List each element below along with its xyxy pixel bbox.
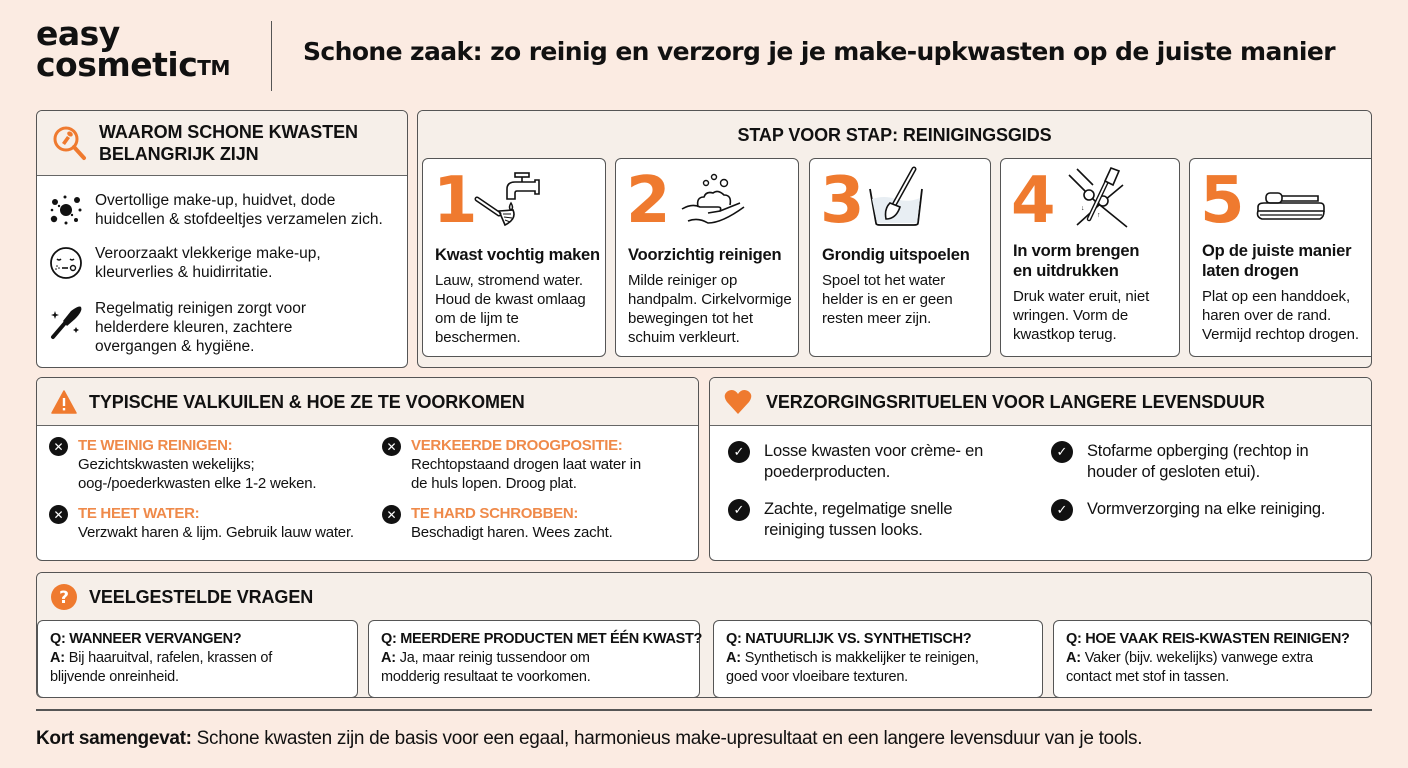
pitfall-desc: Gezichtskwasten wekelijks; (78, 456, 255, 473)
faq-panel (36, 572, 1372, 698)
step-desc-line: Druk water eruit, niet (1013, 288, 1150, 305)
irritated-face-icon (49, 246, 83, 280)
cleaning-guide-panel (417, 110, 1372, 368)
magnifier-brush-icon (51, 125, 87, 161)
pitfall-item (49, 504, 354, 542)
step-number: 4 (1011, 164, 1056, 238)
step-desc-line: Spoel tot het water (822, 272, 946, 289)
pitfall-desc: de huls lopen. Droog plat. (411, 475, 577, 492)
step-desc-line: Milde reiniger op (628, 272, 738, 289)
summary-text: Schone kwasten zijn de basis voor een egaal, harmonieus make-upresultaat en een langere levensduur van je tools. (191, 728, 1143, 749)
step-card-1 (422, 158, 606, 357)
step-description (435, 271, 586, 347)
step-desc-line: Lauw, stromend water. (435, 272, 583, 289)
step-card-4 (1000, 158, 1180, 357)
steps-panel-header (418, 111, 1371, 158)
faq-card (368, 620, 703, 698)
ritual-item (1051, 441, 1308, 483)
brand-line-2: cosmetic (36, 45, 198, 84)
ritual-desc: reiniging tussen looks. (764, 521, 923, 539)
pitfalls-panel (36, 377, 699, 561)
faucet-brush-icon (473, 169, 545, 233)
why-clean-brushes-panel (36, 110, 408, 368)
faq-answer (50, 649, 357, 668)
why-item-line: overgangen & hygiëne. (95, 338, 255, 355)
step-desc-line: Houd de kwast omlaag (435, 291, 586, 308)
step-title-line: In vorm brengen (1013, 242, 1140, 260)
pitfall-desc: Verzwakt haren & lijm. Gebruik lauw water. (78, 524, 354, 541)
sparkle-brush-icon (49, 301, 83, 335)
pitfalls-title: TYPISCHE VALKUILEN & HOE ZE TE VOORKOMEN (89, 391, 525, 412)
faq-card (37, 620, 358, 698)
brand-logo (36, 14, 230, 84)
step-description (1202, 287, 1359, 344)
pitfall-label: TE HEET WATER: (78, 505, 200, 522)
ritual-item (1051, 499, 1325, 521)
pitfall-label: VERKEERDE DROOGPOSITIE: (411, 437, 623, 454)
warning-icon (51, 390, 77, 414)
check-circle-icon: ✓ (1051, 441, 1073, 463)
rinse-bowl-icon (864, 165, 930, 229)
step-desc-line: haren over de rand. (1202, 307, 1332, 324)
step-desc-line: resten meer zijn. (822, 310, 932, 327)
step-desc-line: wringen. Vorm de (1013, 307, 1129, 324)
brand-line-1: easy (36, 14, 120, 53)
question-icon (51, 584, 77, 610)
why-item-line: huidcellen & stofdeeltjes verzamelen zich. (95, 211, 383, 228)
step-desc-line: kwastkop terug. (1013, 326, 1117, 343)
why-item-line: Regelmatig reinigen zorgt voor (95, 300, 307, 317)
x-circle-icon: ✕ (49, 505, 68, 524)
pitfall-desc: oog-/poederkwasten elke 1-2 weken. (78, 475, 317, 492)
faq-answer-line: Ja, maar reinig tussendoor om (395, 650, 590, 666)
particles-icon (49, 193, 83, 227)
faq-answer-line: blijvende onreinheid. (50, 669, 179, 685)
why-item-line: Veroorzaakt vlekkerige make-up, (95, 245, 321, 262)
faq-answer-line: goed voor vloeibare texturen. (726, 669, 909, 685)
heart-icon (724, 389, 752, 415)
faq-answer (1066, 649, 1371, 668)
pitfall-item (382, 504, 613, 542)
step-title (1013, 241, 1139, 281)
x-circle-icon: ✕ (382, 437, 401, 456)
pitfall-desc: Rechtopstaand drogen laat water in (411, 456, 642, 473)
why-panel-header (37, 111, 407, 176)
trademark: TM (197, 56, 230, 80)
soap-hand-icon (678, 171, 748, 229)
ritual-desc: poederproducten. (764, 463, 891, 481)
step-title (1202, 241, 1351, 281)
step-number: 5 (1200, 164, 1245, 238)
pitfall-label: TE HARD SCHROBBEN: (411, 505, 579, 522)
step-card-5 (1189, 158, 1372, 357)
x-circle-icon: ✕ (382, 505, 401, 524)
step-description (822, 271, 953, 328)
x-circle-icon: ✕ (49, 437, 68, 456)
step-title-line: laten drogen (1202, 262, 1299, 280)
pitfall-desc: Beschadigt haren. Wees zacht. (411, 524, 613, 541)
step-number: 3 (820, 164, 865, 238)
faq-question: Q: HOE VAAK REIS-KWASTEN REINIGEN? (1066, 631, 1350, 647)
step-title-line: en uitdrukken (1013, 262, 1119, 280)
ritual-desc: Losse kwasten voor crème- en (764, 442, 984, 460)
step-card-2 (615, 158, 799, 357)
svg-text:?: ? (59, 588, 69, 608)
step-card-3 (809, 158, 991, 357)
header-divider (271, 21, 272, 91)
why-title-line-1: WAAROM SCHONE KWASTEN (99, 122, 358, 142)
faq-answer (726, 649, 1042, 668)
step-description (628, 271, 792, 347)
rituals-title: VERZORGINGSRITUELEN VOOR LANGERE LEVENSDUUR (766, 391, 1265, 412)
step-desc-line: Vermijd rechtop drogen. (1202, 326, 1359, 343)
step-number: 2 (626, 164, 671, 238)
faq-answer-line: modderig resultaat te voorkomen. (381, 669, 591, 685)
why-title-line-2: BELANGRIJK ZIJN (99, 144, 259, 164)
faq-answer-line: Bij haaruitval, rafelen, krassen of (64, 650, 273, 666)
check-circle-icon: ✓ (728, 499, 750, 521)
answer-prefix: A: (381, 650, 396, 666)
summary (36, 728, 1142, 750)
step-desc-line: handpalm. Cirkelvormige (628, 291, 792, 308)
faq-question: Q: WANNEER VERVANGEN? (50, 631, 242, 647)
steps-title: STAP VOOR STAP: REINIGINGSGIDS (737, 124, 1052, 145)
step-title-line: Op de juiste manier (1202, 242, 1352, 260)
ritual-item (728, 441, 983, 483)
pitfall-item (382, 436, 641, 493)
footer-divider (36, 709, 1372, 711)
why-item (49, 244, 321, 282)
why-item (49, 299, 306, 356)
step-desc-line: Plat op een handdoek, (1202, 288, 1351, 305)
ritual-desc: Stofarme opberging (rechtop in (1087, 442, 1309, 460)
step-number: 1 (433, 164, 478, 238)
faq-answer (381, 649, 699, 668)
svg-text:↑: ↑ (1097, 212, 1101, 219)
step-desc-line: beschermen. (435, 329, 521, 346)
faq-answer-line: Vaker (bijv. wekelijks) vanwege extra (1080, 650, 1313, 666)
squeeze-brush-icon (1067, 165, 1133, 231)
check-circle-icon: ✓ (1051, 499, 1073, 521)
rituals-panel-header (710, 378, 1371, 426)
step-desc-line: bewegingen tot het (628, 310, 753, 327)
ritual-desc: houder of gesloten etui). (1087, 463, 1260, 481)
ritual-item (728, 499, 952, 541)
step-desc-line: om de lijm te (435, 310, 519, 327)
faq-question: Q: NATUURLIJK VS. SYNTHETISCH? (726, 631, 972, 647)
ritual-desc: Zachte, regelmatige snelle (764, 500, 953, 518)
care-rituals-panel (709, 377, 1372, 561)
faq-card (1053, 620, 1372, 698)
answer-prefix: A: (726, 650, 741, 666)
towel-brush-icon (1254, 185, 1326, 225)
step-desc-line: helder is en er geen (822, 291, 953, 308)
page-title: Schone zaak: zo reinig en verzorg je je make-upkwasten op de juiste manier (303, 37, 1335, 66)
check-circle-icon: ✓ (728, 441, 750, 463)
step-description (1013, 287, 1149, 344)
step-title: Kwast vochtig maken (435, 246, 600, 264)
faq-question: Q: MEERDERE PRODUCTEN MET ÉÉN KWAST? (381, 631, 703, 647)
pitfall-label: TE WEINIG REINIGEN: (78, 437, 233, 454)
faq-title: VEELGESTELDE VRAGEN (89, 587, 314, 607)
answer-prefix: A: (1066, 650, 1081, 666)
why-item-line: Overtollige make-up, huidvet, dode (95, 192, 336, 209)
summary-label: Kort samengevat: (36, 728, 192, 749)
faq-answer-line: contact met stof in tassen. (1066, 669, 1230, 685)
faq-answer-line: Synthetisch is makkelijker te reinigen, (740, 650, 979, 666)
step-title: Grondig uitspoelen (822, 246, 970, 264)
why-item-line: helderdere kleuren, zachtere (95, 319, 293, 336)
ritual-desc: Vormverzorging na elke reiniging. (1087, 500, 1326, 518)
step-desc-line: schuim verkleurt. (628, 329, 740, 346)
pitfalls-panel-header (37, 378, 698, 426)
svg-text:↓: ↓ (1081, 205, 1085, 212)
step-title: Voorzichtig reinigen (628, 246, 782, 264)
pitfall-item (49, 436, 316, 493)
answer-prefix: A: (50, 650, 65, 666)
faq-panel-header (37, 573, 1371, 621)
why-item-line: kleurverlies & huidirritatie. (95, 264, 273, 281)
faq-card (713, 620, 1043, 698)
why-item (49, 191, 383, 229)
